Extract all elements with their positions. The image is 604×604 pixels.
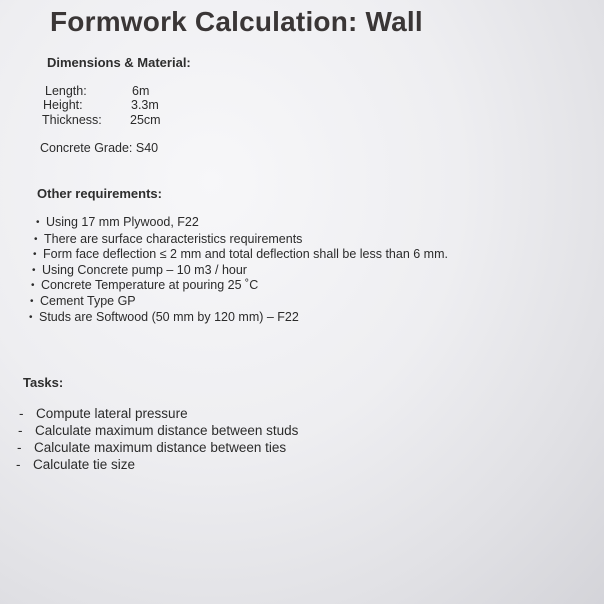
list-item <box>36 215 199 229</box>
list-item <box>32 263 247 277</box>
other-requirements-heading: Other requirements: <box>37 186 162 201</box>
dimension-value: 3.3m <box>131 98 159 112</box>
requirement-text: Form face deflection ≤ 2 mm and total deflection shall be less than 6 mm. <box>43 247 448 261</box>
dash: - <box>16 457 21 472</box>
dimension-value: 25cm <box>130 113 161 127</box>
requirement-text: Concrete Temperature at pouring 25 ˚C <box>41 278 259 292</box>
dimension-label: Thickness: <box>42 113 102 127</box>
bullet: • <box>31 280 35 291</box>
list-item <box>29 310 299 324</box>
dash: - <box>18 423 23 438</box>
list-item <box>30 294 136 308</box>
list-item <box>33 247 448 261</box>
requirement-text: Cement Type GP <box>40 294 136 308</box>
requirement-text: Using Concrete pump – 10 m3 / hour <box>42 263 247 277</box>
dash: - <box>19 406 24 421</box>
requirement-text: Using 17 mm Plywood, F22 <box>46 215 199 229</box>
task-item <box>17 440 286 455</box>
task-text: Calculate maximum distance between studs <box>35 423 299 438</box>
bullet: • <box>36 217 40 228</box>
task-text: Compute lateral pressure <box>36 406 188 421</box>
bullet: • <box>29 312 33 323</box>
dimension-label: Height: <box>43 98 83 112</box>
task-item <box>16 457 135 472</box>
dimensions-heading: Dimensions & Material: <box>47 55 191 70</box>
page-title: Formwork Calculation: Wall <box>50 6 423 37</box>
concrete-grade: Concrete Grade: S40 <box>40 141 159 155</box>
dimension-value: 6m <box>132 84 150 98</box>
bullet: • <box>34 234 38 245</box>
tasks-heading: Tasks: <box>23 375 64 390</box>
requirement-text: There are surface characteristics requirements <box>44 232 303 246</box>
list-item <box>31 278 258 292</box>
bullet: • <box>30 296 34 307</box>
bullet: • <box>32 265 36 276</box>
task-text: Calculate maximum distance between ties <box>34 440 287 455</box>
task-item <box>19 406 188 421</box>
task-text: Calculate tie size <box>33 457 136 472</box>
requirement-text: Studs are Softwood (50 mm by 120 mm) – F22 <box>39 310 299 324</box>
bullet: • <box>33 249 37 260</box>
dash: - <box>17 440 22 455</box>
list-item <box>34 232 302 246</box>
task-item <box>18 423 298 438</box>
dimension-label: Length: <box>45 84 87 98</box>
